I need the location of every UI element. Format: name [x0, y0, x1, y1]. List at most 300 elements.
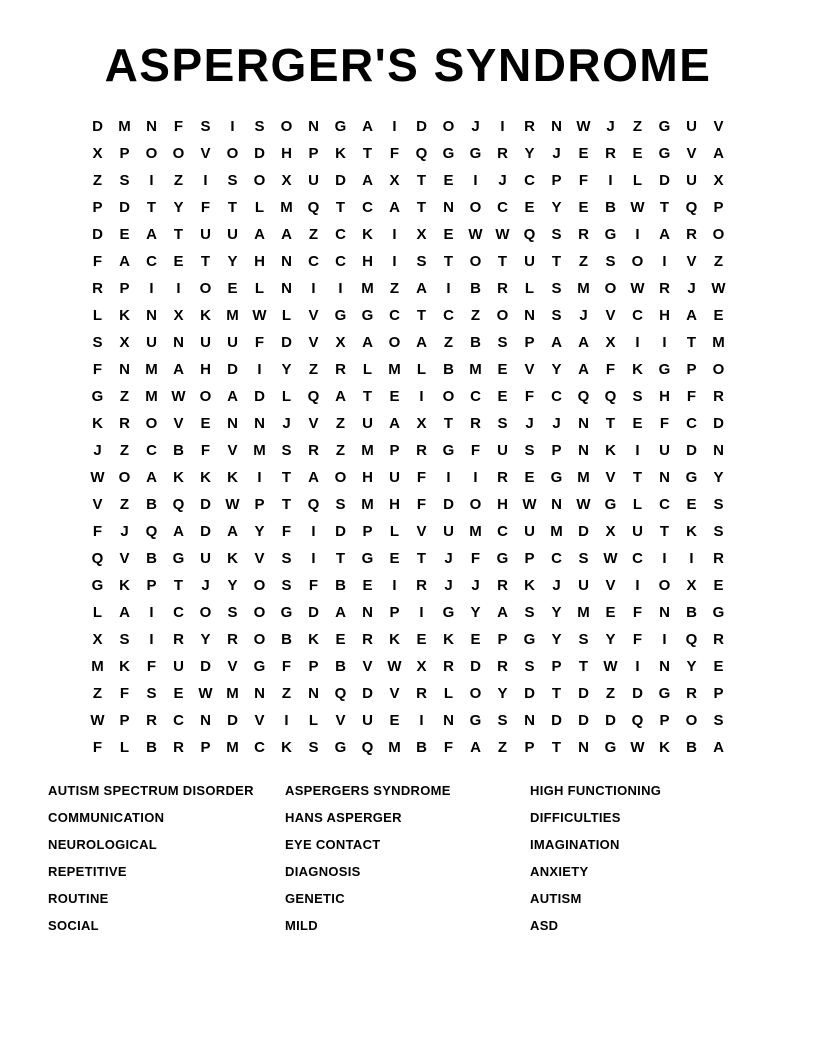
- grid-letter: J: [444, 550, 453, 567]
- grid-letter: U: [362, 415, 373, 432]
- grid-letter: G: [334, 739, 347, 756]
- grid-letter: V: [686, 253, 697, 270]
- grid-letter: X: [605, 334, 616, 351]
- grid-letter: E: [524, 469, 535, 486]
- grid-letter: I: [662, 334, 667, 351]
- grid-letter: A: [335, 604, 346, 621]
- grid-letter: U: [524, 253, 535, 270]
- grid-letter: O: [199, 280, 212, 297]
- grid-letter: L: [443, 685, 454, 702]
- grid-letter: T: [443, 415, 454, 432]
- grid-letter: D: [578, 712, 589, 729]
- grid-letter: U: [227, 226, 238, 243]
- grid-letter: V: [416, 523, 427, 540]
- grid-letter: O: [442, 118, 455, 135]
- word-list-item: DIAGNOSIS: [285, 864, 361, 879]
- grid-letter: R: [524, 118, 535, 135]
- grid-letter: O: [226, 145, 239, 162]
- grid-letter: F: [470, 442, 481, 459]
- grid-letter: U: [146, 334, 157, 351]
- grid-letter: J: [606, 118, 615, 135]
- grid-letter: H: [254, 253, 265, 270]
- grid-letter: N: [578, 415, 589, 432]
- grid-letter: Y: [173, 199, 184, 216]
- grid-letter: O: [712, 361, 725, 378]
- grid-letter: C: [551, 550, 562, 567]
- grid-letter: W: [630, 199, 645, 216]
- word-list-item: AUTISM SPECTRUM DISORDER: [48, 783, 254, 798]
- grid-letter: L: [524, 280, 535, 297]
- grid-letter: I: [635, 442, 640, 459]
- grid-letter: D: [632, 685, 643, 702]
- grid-letter: G: [91, 577, 104, 594]
- grid-letter: W: [711, 280, 726, 297]
- grid-letter: A: [173, 361, 184, 378]
- grid-letter: M: [145, 361, 158, 378]
- grid-letter: A: [551, 334, 562, 351]
- grid-letter: Q: [145, 523, 158, 540]
- grid-letter: N: [659, 658, 670, 675]
- grid-letter: F: [92, 361, 103, 378]
- grid-letter: P: [119, 280, 130, 297]
- grid-letter: S: [227, 172, 238, 189]
- grid-letter: F: [389, 145, 400, 162]
- grid-letter: M: [388, 739, 401, 756]
- grid-letter: W: [90, 469, 105, 486]
- grid-letter: T: [281, 469, 292, 486]
- grid-letter: C: [173, 604, 184, 621]
- grid-letter: N: [551, 118, 562, 135]
- grid-letter: P: [659, 712, 670, 729]
- grid-letter: T: [551, 739, 562, 756]
- grid-letter: U: [632, 523, 643, 540]
- grid-letter: D: [200, 658, 211, 675]
- grid-letter: Y: [227, 577, 238, 594]
- grid-letter: A: [308, 469, 319, 486]
- grid-letter: R: [173, 631, 184, 648]
- grid-letter: Z: [119, 496, 130, 513]
- word-list-column: [285, 777, 530, 939]
- grid-letter: F: [578, 172, 589, 189]
- grid-letter: G: [604, 226, 617, 243]
- grid-letter: N: [281, 253, 292, 270]
- grid-letter: D: [119, 199, 130, 216]
- grid-letter: N: [308, 118, 319, 135]
- grid-letter: E: [227, 280, 238, 297]
- grid-letter: M: [118, 118, 131, 135]
- grid-letter: F: [416, 496, 427, 513]
- grid-letter: K: [119, 658, 130, 675]
- grid-letter: M: [226, 685, 239, 702]
- grid-letter: F: [605, 361, 616, 378]
- grid-letter: V: [227, 442, 238, 459]
- grid-letter: J: [201, 577, 210, 594]
- grid-letter: Z: [119, 442, 130, 459]
- grid-letter: F: [173, 118, 184, 135]
- word-list-item: DIFFICULTIES: [530, 810, 621, 825]
- grid-letter: P: [119, 145, 130, 162]
- grid-letter: F: [200, 199, 211, 216]
- grid-letter: T: [416, 307, 427, 324]
- grid-letter: X: [389, 172, 400, 189]
- grid-letter: G: [469, 145, 482, 162]
- grid-letter: T: [200, 253, 211, 270]
- grid-letter: E: [524, 199, 535, 216]
- grid-letter: Z: [443, 334, 454, 351]
- grid-letter: Z: [308, 361, 319, 378]
- grid-letter: P: [551, 658, 562, 675]
- grid-letter: L: [281, 388, 292, 405]
- grid-letter: T: [416, 550, 427, 567]
- grid-letter: O: [253, 172, 266, 189]
- grid-letter: F: [659, 415, 670, 432]
- grid-letter: O: [334, 469, 347, 486]
- grid-letter: X: [605, 523, 616, 540]
- grid-letter: H: [389, 496, 400, 513]
- grid-letter: B: [686, 604, 697, 621]
- grid-letter: I: [635, 226, 640, 243]
- grid-letter: V: [254, 712, 265, 729]
- grid-letter: K: [200, 307, 211, 324]
- grid-letter: V: [605, 577, 616, 594]
- grid-letter: Q: [307, 199, 320, 216]
- grid-letter: W: [468, 226, 483, 243]
- grid-letter: K: [659, 739, 670, 756]
- grid-letter: E: [578, 199, 589, 216]
- grid-letter: Z: [173, 172, 184, 189]
- grid-letter: T: [632, 469, 643, 486]
- grid-letter: U: [173, 658, 184, 675]
- grid-letter: U: [443, 523, 454, 540]
- grid-letter: G: [604, 496, 617, 513]
- grid-letter: E: [713, 307, 724, 324]
- grid-letter: P: [389, 442, 400, 459]
- grid-letter: T: [227, 199, 238, 216]
- grid-letter: G: [361, 307, 374, 324]
- grid-letter: P: [254, 496, 265, 513]
- grid-letter: S: [524, 658, 535, 675]
- grid-letter: S: [578, 550, 589, 567]
- grid-letter: C: [686, 415, 697, 432]
- grid-letter: E: [389, 550, 400, 567]
- grid-letter: B: [335, 658, 346, 675]
- grid-letter: D: [578, 523, 589, 540]
- grid-letter: P: [362, 523, 373, 540]
- grid-letter: C: [470, 388, 481, 405]
- grid-letter: H: [200, 361, 211, 378]
- grid-letter: F: [632, 631, 643, 648]
- grid-letter: C: [173, 712, 184, 729]
- grid-letter: V: [92, 496, 103, 513]
- grid-letter: L: [254, 199, 265, 216]
- grid-letter: A: [389, 199, 400, 216]
- grid-letter: M: [550, 523, 563, 540]
- grid-letter: V: [308, 307, 319, 324]
- grid-letter: X: [92, 631, 103, 648]
- grid-letter: R: [470, 415, 481, 432]
- grid-letter: J: [579, 307, 588, 324]
- grid-letter: M: [226, 307, 239, 324]
- grid-letter: I: [149, 172, 154, 189]
- grid-letter: M: [91, 658, 104, 675]
- grid-letter: N: [146, 118, 157, 135]
- grid-letter: X: [416, 226, 427, 243]
- word-list-item: HANS ASPERGER: [285, 810, 402, 825]
- grid-letter: B: [470, 280, 481, 297]
- grid-letter: S: [713, 523, 724, 540]
- grid-letter: D: [416, 118, 427, 135]
- grid-letter: A: [578, 334, 589, 351]
- grid-letter: D: [470, 658, 481, 675]
- grid-letter: Y: [227, 253, 238, 270]
- grid-letter: T: [335, 199, 346, 216]
- grid-letter: W: [252, 307, 267, 324]
- grid-letter: J: [552, 145, 561, 162]
- grid-letter: D: [200, 496, 211, 513]
- grid-letter: J: [444, 577, 453, 594]
- grid-letter: X: [281, 172, 292, 189]
- grid-letter: Q: [307, 388, 320, 405]
- grid-letter: F: [200, 442, 211, 459]
- grid-letter: S: [146, 685, 157, 702]
- grid-letter: Y: [551, 604, 562, 621]
- grid-letter: Q: [523, 226, 536, 243]
- grid-letter: O: [199, 604, 212, 621]
- grid-letter: G: [442, 145, 455, 162]
- grid-letter: S: [119, 631, 130, 648]
- grid-letter: M: [469, 361, 482, 378]
- grid-letter: I: [149, 604, 154, 621]
- grid-letter: Z: [470, 307, 481, 324]
- grid-letter: E: [632, 415, 643, 432]
- grid-letter: R: [227, 631, 238, 648]
- grid-letter: X: [119, 334, 130, 351]
- grid-letter: I: [662, 550, 667, 567]
- grid-letter: A: [362, 334, 373, 351]
- grid-letter: E: [497, 361, 508, 378]
- grid-letter: G: [280, 604, 293, 621]
- grid-letter: R: [497, 658, 508, 675]
- grid-letter: A: [416, 334, 427, 351]
- grid-letter: G: [442, 442, 455, 459]
- grid-letter: J: [552, 577, 561, 594]
- grid-letter: Z: [335, 415, 346, 432]
- grid-letter: O: [712, 226, 725, 243]
- grid-letter: L: [632, 496, 643, 513]
- grid-letter: A: [470, 739, 481, 756]
- grid-letter: B: [443, 361, 454, 378]
- grid-letter: K: [389, 631, 400, 648]
- grid-letter: O: [685, 712, 698, 729]
- grid-letter: D: [443, 496, 454, 513]
- grid-letter: H: [659, 388, 670, 405]
- grid-letter: I: [635, 658, 640, 675]
- grid-letter: M: [361, 442, 374, 459]
- grid-letter: B: [605, 199, 616, 216]
- grid-letter: V: [227, 658, 238, 675]
- grid-letter: Q: [415, 145, 428, 162]
- grid-letter: J: [525, 415, 534, 432]
- grid-letter: O: [145, 415, 158, 432]
- grid-letter: F: [632, 604, 643, 621]
- grid-letter: E: [713, 658, 724, 675]
- grid-letter: K: [362, 226, 373, 243]
- grid-letter: E: [389, 712, 400, 729]
- grid-letter: C: [497, 523, 508, 540]
- grid-letter: E: [443, 172, 454, 189]
- grid-letter: I: [608, 172, 613, 189]
- grid-letter: I: [311, 550, 316, 567]
- grid-letter: S: [281, 577, 292, 594]
- grid-letter: S: [281, 550, 292, 567]
- grid-letter: G: [523, 631, 536, 648]
- grid-letter: R: [713, 388, 724, 405]
- grid-letter: M: [577, 280, 590, 297]
- grid-letter: I: [473, 172, 478, 189]
- word-list-item: MILD: [285, 918, 318, 933]
- grid-letter: F: [92, 253, 103, 270]
- grid-letter: R: [497, 469, 508, 486]
- grid-letter: C: [308, 253, 319, 270]
- grid-letter: O: [631, 253, 644, 270]
- grid-letter: I: [149, 631, 154, 648]
- grid-letter: L: [254, 280, 265, 297]
- grid-letter: F: [524, 388, 535, 405]
- grid-letter: U: [308, 172, 319, 189]
- grid-letter: W: [198, 685, 213, 702]
- grid-letter: P: [524, 550, 535, 567]
- word-list-item: IMAGINATION: [530, 837, 620, 852]
- grid-letter: N: [659, 469, 670, 486]
- grid-letter: D: [578, 685, 589, 702]
- grid-letter: E: [713, 577, 724, 594]
- grid-letter: X: [686, 577, 697, 594]
- grid-letter: I: [176, 280, 181, 297]
- grid-letter: J: [471, 118, 480, 135]
- grid-letter: K: [119, 307, 130, 324]
- grid-letter: T: [497, 253, 508, 270]
- grid-letter: V: [119, 550, 130, 567]
- grid-letter: G: [658, 361, 671, 378]
- grid-letter: C: [524, 172, 535, 189]
- grid-letter: L: [92, 307, 103, 324]
- grid-letter: Q: [685, 631, 698, 648]
- grid-letter: I: [419, 388, 424, 405]
- grid-letter: E: [632, 145, 643, 162]
- grid-letter: I: [689, 550, 694, 567]
- grid-letter: T: [659, 199, 670, 216]
- letter-grid: [84, 113, 732, 761]
- grid-letter: Y: [713, 469, 724, 486]
- grid-letter: F: [470, 550, 481, 567]
- grid-letter: P: [686, 361, 697, 378]
- grid-letter: N: [524, 307, 535, 324]
- grid-letter: K: [524, 577, 535, 594]
- grid-letter: D: [659, 172, 670, 189]
- word-list-column: [48, 777, 285, 939]
- grid-letter: I: [257, 469, 262, 486]
- grid-letter: K: [227, 550, 238, 567]
- grid-letter: X: [335, 334, 346, 351]
- grid-letter: P: [200, 739, 211, 756]
- grid-letter: J: [471, 577, 480, 594]
- grid-letter: M: [226, 739, 239, 756]
- grid-letter: G: [172, 550, 185, 567]
- word-list-item: ASPERGERS SYNDROME: [285, 783, 451, 798]
- grid-letter: G: [658, 145, 671, 162]
- word-list-item: SOCIAL: [48, 918, 99, 933]
- grid-letter: T: [443, 253, 454, 270]
- grid-letter: L: [92, 604, 103, 621]
- grid-letter: B: [416, 739, 427, 756]
- grid-letter: M: [469, 523, 482, 540]
- grid-letter: G: [712, 604, 725, 621]
- grid-letter: N: [146, 307, 157, 324]
- grid-letter: Z: [92, 172, 103, 189]
- grid-letter: G: [550, 469, 563, 486]
- grid-letter: R: [686, 226, 697, 243]
- grid-letter: G: [685, 469, 698, 486]
- grid-letter: T: [335, 550, 346, 567]
- grid-letter: B: [281, 631, 292, 648]
- grid-letter: I: [392, 577, 397, 594]
- grid-letter: O: [442, 388, 455, 405]
- grid-letter: Q: [604, 388, 617, 405]
- grid-letter: E: [200, 415, 211, 432]
- grid-letter: I: [392, 253, 397, 270]
- grid-letter: W: [522, 496, 537, 513]
- grid-letter: B: [470, 334, 481, 351]
- grid-letter: P: [119, 712, 130, 729]
- grid-letter: S: [605, 253, 616, 270]
- grid-letter: I: [257, 361, 262, 378]
- word-list-item: AUTISM: [530, 891, 582, 906]
- grid-letter: U: [362, 712, 373, 729]
- grid-letter: N: [659, 604, 670, 621]
- grid-letter: E: [416, 631, 427, 648]
- grid-letter: R: [497, 577, 508, 594]
- grid-letter: G: [496, 550, 509, 567]
- grid-letter: N: [200, 712, 211, 729]
- grid-letter: S: [254, 118, 265, 135]
- grid-letter: Q: [685, 199, 698, 216]
- grid-letter: N: [578, 442, 589, 459]
- grid-letter: Y: [200, 631, 211, 648]
- grid-letter: A: [713, 739, 724, 756]
- grid-letter: S: [308, 739, 319, 756]
- grid-letter: X: [416, 415, 427, 432]
- grid-letter: C: [632, 550, 643, 567]
- grid-letter: T: [686, 334, 697, 351]
- grid-letter: Y: [551, 631, 562, 648]
- grid-letter: X: [416, 658, 427, 675]
- grid-letter: T: [146, 199, 157, 216]
- word-list-item: ANXIETY: [530, 864, 589, 879]
- grid-letter: Z: [578, 253, 589, 270]
- grid-letter: N: [443, 712, 454, 729]
- grid-letter: A: [146, 469, 157, 486]
- grid-letter: T: [659, 523, 670, 540]
- grid-letter: A: [416, 280, 427, 297]
- grid-letter: S: [200, 118, 211, 135]
- grid-letter: I: [662, 631, 667, 648]
- word-list-item: ROUTINE: [48, 891, 109, 906]
- grid-letter: E: [578, 145, 589, 162]
- grid-letter: T: [281, 496, 292, 513]
- grid-letter: V: [254, 550, 265, 567]
- grid-letter: R: [146, 712, 157, 729]
- grid-letter: K: [281, 739, 292, 756]
